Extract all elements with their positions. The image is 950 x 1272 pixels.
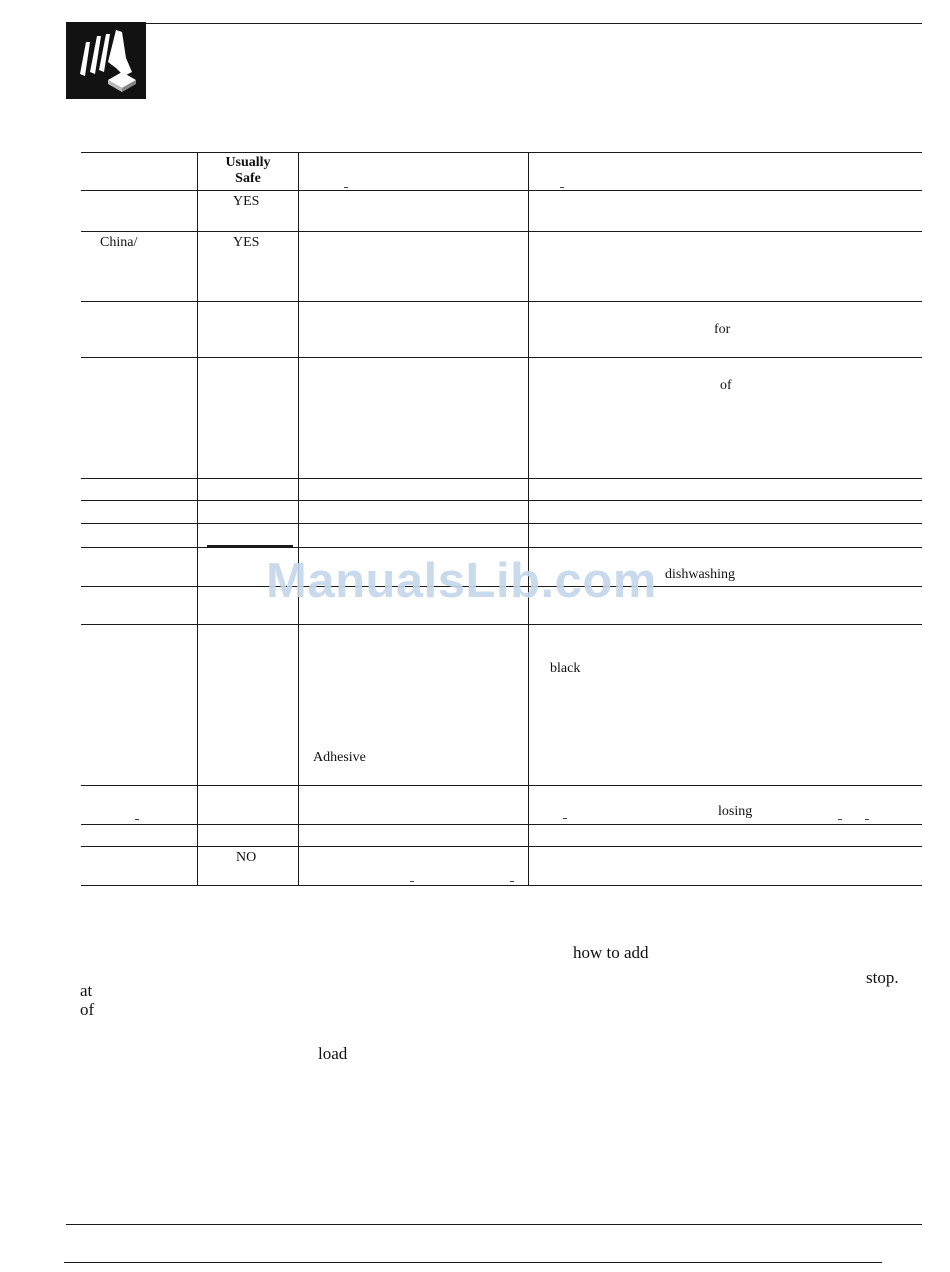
scan-speck (344, 187, 348, 188)
row-10-note: black (550, 661, 581, 676)
bottom-rule (66, 1224, 922, 1225)
table-rule (81, 500, 922, 501)
scan-speck (135, 819, 139, 820)
body-word-stop: stop. (866, 968, 899, 987)
table-rule (81, 301, 922, 302)
row-8-note: dishwashing (665, 567, 735, 582)
table-rule (81, 152, 922, 153)
table-column-divider (197, 152, 198, 885)
table-rule (81, 547, 922, 548)
scan-speck (560, 187, 564, 188)
header-usually-safe: Usually Safe (225, 155, 271, 186)
row-2-safe: YES (233, 235, 260, 250)
table-rule (81, 357, 922, 358)
table-rule (81, 190, 922, 191)
scan-speck (865, 819, 869, 820)
footer-rule (64, 1262, 882, 1263)
row-11-note: losing (718, 804, 753, 819)
body-word-how-to-add: how to add (573, 943, 649, 962)
row-10-col3: Adhesive (313, 750, 366, 765)
table-rule (81, 523, 922, 524)
table-column-divider (528, 152, 529, 885)
table-rule (81, 785, 922, 786)
row-3-note: for (714, 322, 731, 337)
scan-speck (410, 881, 414, 882)
row-13-safe: NO (236, 850, 257, 865)
table-rule (81, 624, 922, 625)
watermark: ManualsLib.com (266, 554, 657, 608)
scan-speck (838, 819, 842, 820)
table-rule (81, 478, 922, 479)
top-rule (146, 23, 922, 24)
table-rule (81, 885, 922, 886)
table-rule (81, 846, 922, 847)
table-rule (81, 231, 922, 232)
table-column-divider (298, 152, 299, 885)
row-4-note: of (720, 378, 732, 393)
hand-pressing-button-icon (66, 22, 146, 99)
body-word-of: of (80, 1000, 95, 1019)
scan-speck (510, 881, 514, 882)
scan-speck (563, 818, 567, 819)
body-word-at: at (80, 981, 93, 1000)
row-1-safe: YES (233, 194, 260, 209)
table-rule (81, 824, 922, 825)
body-word-load: load (318, 1044, 348, 1063)
table-rule (207, 545, 293, 547)
row-2-material: China/ (100, 235, 138, 250)
